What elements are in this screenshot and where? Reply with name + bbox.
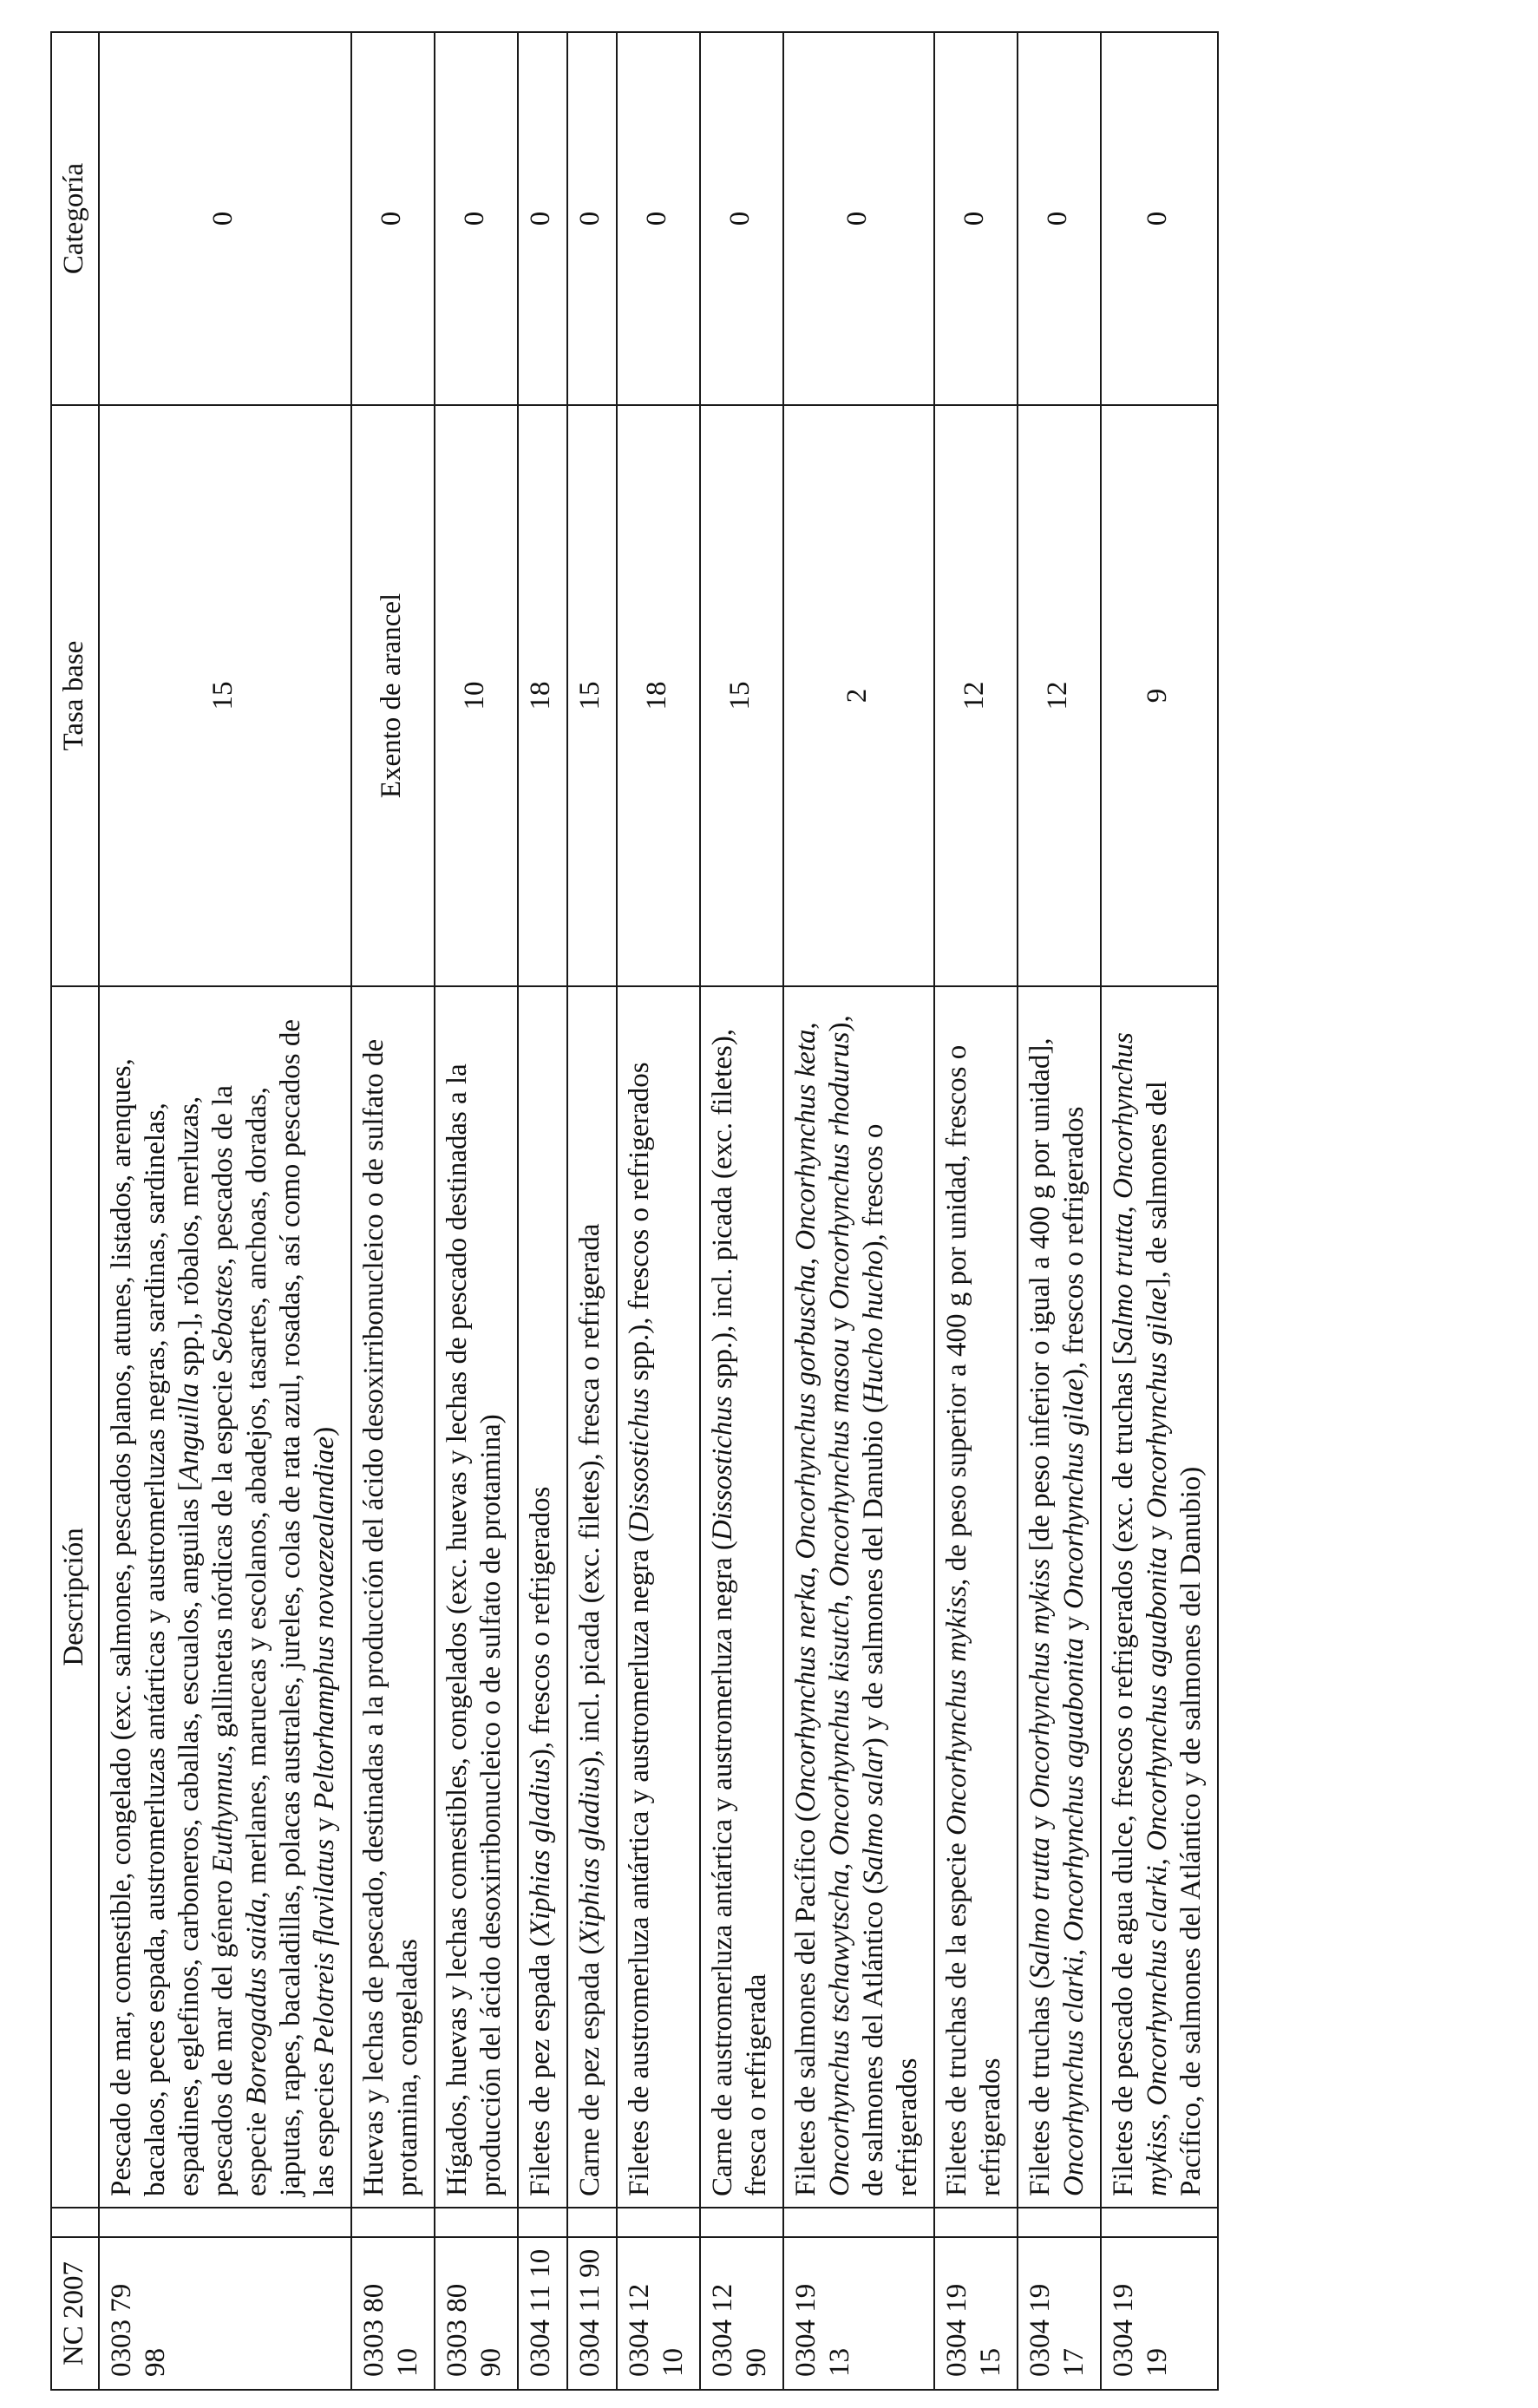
description-text: ,	[1142, 2105, 1173, 2121]
description-text: , de peso superior a 400 g por unidad, frescos o refrigerados	[941, 1044, 1006, 2196]
species-name: Salmo trutta	[1108, 1213, 1139, 1356]
cell-description	[783, 986, 934, 2208]
description-text: ,	[824, 1855, 855, 1870]
header-blank	[51, 2208, 99, 2237]
cell-base-rate: 15	[99, 405, 351, 986]
table-row	[934, 32, 1018, 2390]
species-name: Oncorhynchus nerka	[790, 1574, 821, 1813]
cell-code: 0304 19 19	[1101, 2237, 1218, 2390]
cell-category: 0	[518, 32, 567, 405]
cell-category: 0	[783, 32, 934, 405]
cell-code: 0304 19 15	[934, 2237, 1018, 2390]
header-description: Descripción	[51, 986, 99, 2208]
species-name: Euthynnus	[207, 1751, 239, 1874]
cell-base-rate: 18	[617, 405, 700, 986]
description-text: Filetes de truchas de la especie	[941, 1835, 972, 2196]
cell-blank	[1101, 2208, 1218, 2237]
table-row	[783, 32, 934, 2390]
description-text: y	[309, 1809, 340, 1839]
table-row	[617, 32, 700, 2390]
species-name: Pelotreis flavilatus	[309, 1838, 340, 2055]
cell-category: 0	[351, 32, 435, 405]
cell-base-rate: 2	[783, 405, 934, 986]
table-row	[700, 32, 783, 2390]
cell-code: 0303 80 10	[351, 2237, 435, 2390]
species-name: Oncorhynchus keta	[790, 1029, 821, 1251]
cell-blank	[1018, 2208, 1101, 2237]
tariff-table	[50, 31, 1219, 2391]
description-text: y	[1058, 1608, 1090, 1638]
description-text: ,	[1058, 1941, 1090, 1956]
species-name: Sebastes	[207, 1265, 239, 1364]
description-text: Hígados, huevas y lechas comestibles, congelados (exc. huevas y lechas de pescado destinadas a la producción del ácido desoxirribonucleico o de sulfato de protamina)	[442, 1063, 507, 2196]
species-name: Salmo trutta	[1024, 1836, 1056, 1979]
species-name: Peltorhamphus novaezealandiae	[309, 1436, 340, 1810]
description-text: , gallinetas nórdicas de la especie	[207, 1363, 239, 1752]
species-name: Oncorhynchus rhodurus	[824, 1031, 855, 1311]
cell-category: 0	[617, 32, 700, 405]
description-text: Filetes de austromerluza antártica y austromerluza negra (	[624, 1532, 655, 2196]
species-name: Oncorhynchus mykiss	[1024, 1558, 1056, 1809]
table-row	[518, 32, 567, 2390]
header-category: Categoría	[51, 32, 99, 405]
cell-code: 0304 19 17	[1018, 2237, 1101, 2390]
species-name: Anguilla	[173, 1383, 205, 1482]
cell-code: 0303 79 98	[99, 2237, 351, 2390]
description-text: )	[309, 1426, 340, 1436]
cell-base-rate: 15	[567, 405, 617, 986]
cell-base-rate: 12	[934, 405, 1018, 986]
description-text: ), frescos o refrigerados	[525, 1486, 556, 1758]
table-row	[99, 32, 351, 2390]
species-name: Oncorhynchus mykiss	[1108, 1032, 1173, 2196]
species-name: Oncorhynchus clarki	[1058, 1955, 1090, 2196]
description-text: , merlanes, maruecas y escolanos, abadejos, tasartes, anchoas, doradas, japutas, rapes, bacaladillas, polacas australes, jureles, colas de rata azul, rosadas, así como pescados de las especies	[241, 1018, 340, 2196]
cell-description	[617, 986, 700, 2208]
cell-blank	[435, 2208, 518, 2237]
cell-category: 0	[99, 32, 351, 405]
description-text: ,	[1108, 1198, 1139, 1214]
cell-base-rate: 10	[435, 405, 518, 986]
cell-blank	[783, 2208, 934, 2237]
header-row	[51, 32, 99, 2390]
cell-base-rate: 12	[1018, 405, 1101, 986]
species-name: Oncorhynchus mykiss	[941, 1585, 972, 1835]
description-text: ,	[824, 1587, 855, 1601]
description-text: y	[1024, 1808, 1056, 1837]
cell-blank	[700, 2208, 783, 2237]
species-name: Oncorhynchus gorbuscha	[790, 1265, 821, 1560]
description-text: spp.), frescos o refrigerados	[624, 1062, 655, 1389]
species-name: Oncorhynchus tschawytscha	[824, 1869, 855, 2196]
cell-category: 0	[700, 32, 783, 405]
cell-blank	[518, 2208, 567, 2237]
species-name: Oncorhynchus gilae	[1058, 1377, 1090, 1609]
description-text: ,	[790, 1559, 821, 1574]
cell-code: 0304 19 13	[783, 2237, 934, 2390]
cell-blank	[934, 2208, 1018, 2237]
description-text: ,	[1142, 1850, 1173, 1866]
table-row	[1018, 32, 1101, 2390]
table-body	[99, 32, 1218, 2390]
description-text: Filetes de salmones del Pacífico (	[790, 1812, 821, 2196]
description-text: Pescado de mar, comestible, congelado (exc. salmones, pescados planos, atunes, listados, arenques, bacalaos, peces espada, austromerluzas antárticas y austromerluzas negras, sardinas, sardinelas, espadines, eglefinos, carboneros, caballas, escualos, anguilas [	[106, 1058, 205, 2196]
table-row	[435, 32, 518, 2390]
species-name: Boreogadus saida	[241, 1898, 272, 2105]
cell-description	[700, 986, 783, 2208]
description-text: Huevas y lechas de pescado, destinadas a la producción del ácido desoxirribonucleico o de sulfato de protamina, congeladas	[358, 1038, 423, 2196]
table-row	[1101, 32, 1218, 2390]
description-text: Carne de austromerluza antártica y austromerluza negra (	[707, 1541, 738, 2196]
cell-category: 0	[567, 32, 617, 405]
species-name: Xiphias gladius	[525, 1758, 556, 1938]
species-name: Dissostichus	[707, 1396, 738, 1541]
species-name: Salmo salar	[858, 1747, 889, 1885]
description-text: ), incl. picada (exc. filetes), fresca o refrigerada	[574, 1223, 605, 1767]
cell-category: 0	[934, 32, 1018, 405]
species-name: Oncorhynchus aguabonita	[1058, 1637, 1090, 1942]
header-base-rate: Tasa base	[51, 405, 99, 986]
species-name: Hucho hucho	[858, 1250, 889, 1404]
cell-code: 0304 12 10	[617, 2237, 700, 2390]
cell-code: 0303 80 90	[435, 2237, 518, 2390]
cell-description	[99, 986, 351, 2208]
table-row	[567, 32, 617, 2390]
cell-category: 0	[435, 32, 518, 405]
description-text: Filetes de pescado de agua dulce, frescos o refrigerados (exc. de truchas [	[1108, 1355, 1139, 2196]
species-name: Xiphias gladius	[574, 1766, 605, 1946]
description-text: , pescados de la especie	[207, 1084, 272, 2196]
description-text: ,	[790, 1250, 821, 1266]
species-name: Oncorhynchus kisutch	[824, 1600, 855, 1856]
cell-code: 0304 11 90	[567, 2237, 617, 2390]
description-text: ), frescos o refrigerados	[858, 1123, 923, 2196]
cell-code: 0304 11 10	[518, 2237, 567, 2390]
species-name: Oncorhynchus gilae	[1142, 1287, 1173, 1519]
cell-description	[1101, 986, 1218, 2208]
cell-base-rate: 15	[700, 405, 783, 986]
cell-description	[351, 986, 435, 2208]
cell-category: 0	[1018, 32, 1101, 405]
description-text: [de peso inferior o igual a 400 g por unidad],	[1024, 1037, 1056, 1559]
species-name: Oncorhynchus clarki	[1142, 1865, 1173, 2106]
description-text: spp.], róbalos, merluzas, pescados de mar del género	[173, 1096, 239, 2196]
table-row	[351, 32, 435, 2390]
cell-blank	[351, 2208, 435, 2237]
cell-description	[567, 986, 617, 2208]
description-text: Filetes de pez espada (	[525, 1937, 556, 2196]
description-text: ,	[790, 1022, 821, 1030]
species-name: Dissostichus	[624, 1388, 655, 1533]
description-text: ), frescos o refrigerados	[1058, 1106, 1090, 1378]
cell-category: 0	[1101, 32, 1218, 405]
cell-description	[518, 986, 567, 2208]
cell-base-rate: 9	[1101, 405, 1218, 986]
cell-base-rate: Exento de arancel	[351, 405, 435, 986]
description-text: y	[824, 1310, 855, 1339]
cell-blank	[567, 2208, 617, 2237]
header-code: NC 2007	[51, 2237, 99, 2390]
species-name: Oncorhynchus aguabonita	[1142, 1547, 1173, 1851]
species-name: Oncorhynchus masou	[824, 1338, 855, 1587]
description-text: Filetes de truchas (	[1024, 1979, 1056, 2196]
description-text: ), de salmones del Atlántico (	[824, 1015, 889, 2196]
description-text: spp.), incl. picada (exc. filetes), fresca o refrigerada	[707, 1028, 772, 2196]
cell-blank	[617, 2208, 700, 2237]
description-text: ], de salmones del Pacífico, de salmones del Atlántico y de salmones del Danubio)	[1142, 1081, 1207, 2196]
cell-description	[934, 986, 1018, 2208]
cell-code: 0304 12 90	[700, 2237, 783, 2390]
description-text: y	[1142, 1518, 1173, 1548]
cell-base-rate: 18	[518, 405, 567, 986]
description-text: Carne de pez espada (	[574, 1945, 605, 2196]
cell-blank	[99, 2208, 351, 2237]
cell-description	[1018, 986, 1101, 2208]
description-text: ) y de salmones del Danubio (	[858, 1404, 889, 1748]
cell-description	[435, 986, 518, 2208]
